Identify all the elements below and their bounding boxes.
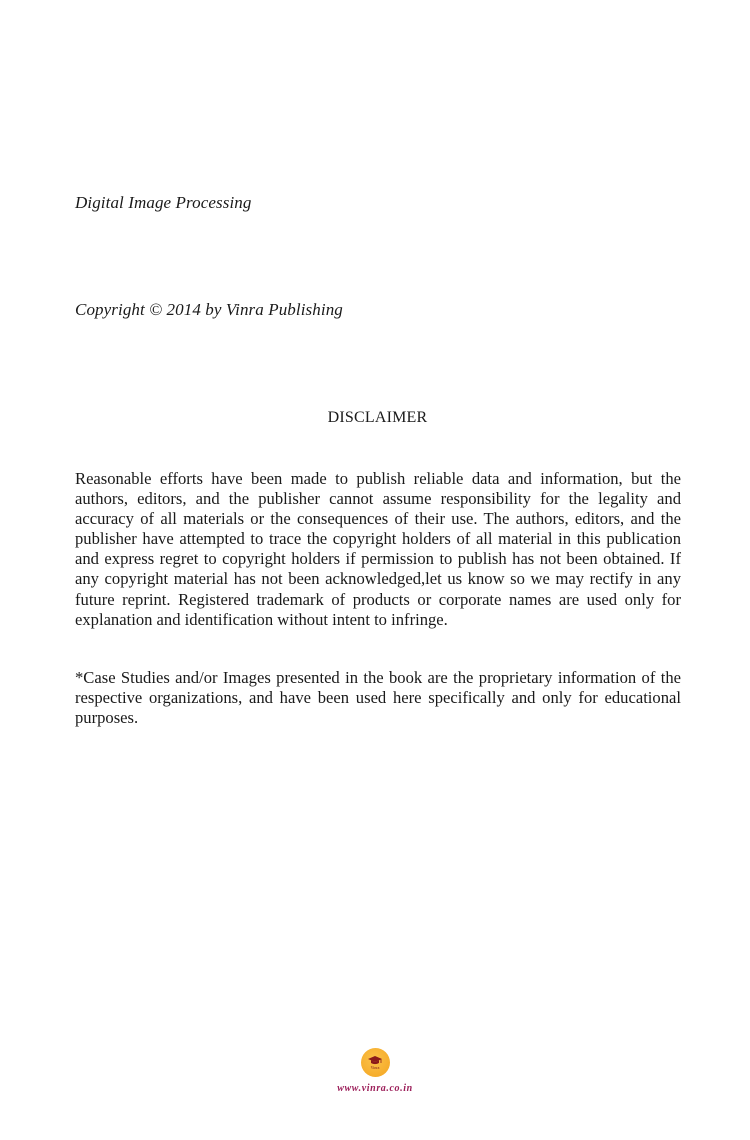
disclaimer-paragraph-2: *Case Studies and/or Images presented in the book are the proprietary information of the respective organizations, and have been used here specifically and only for educational purposes. [75, 668, 681, 728]
publisher-logo [361, 1048, 390, 1077]
publisher-footer [0, 1048, 750, 1094]
publisher-url[interactable]: www.vinra.co.in [337, 1083, 413, 1094]
copyright-notice: Copyright © 2014 by Vinra Publishing [75, 300, 343, 319]
disclaimer-paragraph-1: Reasonable efforts have been made to publish reliable data and information, but the authors, editors, and the publisher cannot assume responsibility for the legality and accuracy of all materials or the consequences of their use. The authors, editors, and the publisher have attempted to trace the copyright holders of all material in this publication and express regret to copyright holders if permission to publish has not been obtained. If any copyright material has not been acknowledged,let us know so we may rectify in any future reprint. Registered trademark of products or corporate names are used only for explanation and identification without intent to infringe. [75, 469, 681, 629]
graduation-cap-icon [368, 1056, 382, 1066]
book-title: Digital Image Processing [75, 193, 252, 212]
disclaimer-heading: DISCLAIMER [327, 409, 428, 426]
logo-caption: Vinra [370, 1064, 380, 1070]
